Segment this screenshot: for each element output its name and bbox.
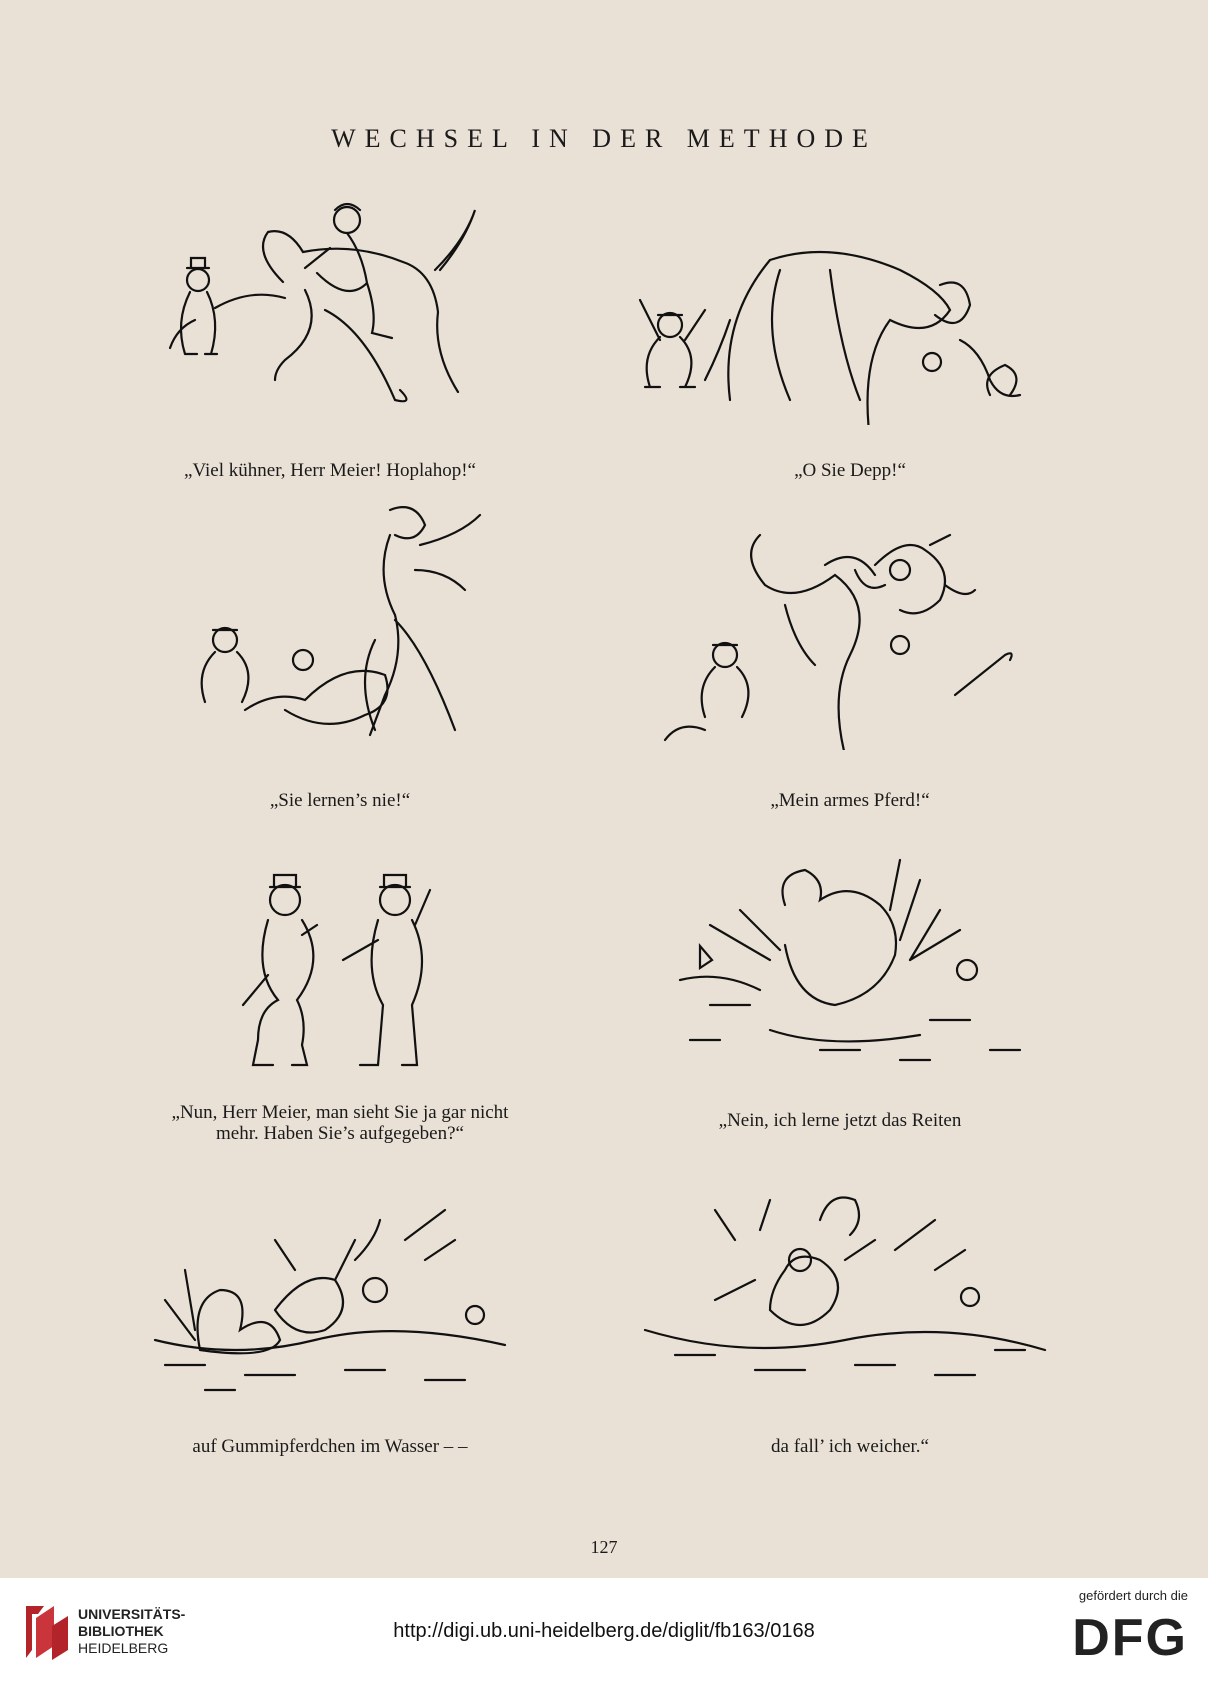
illustration-two-gentlemen: [230, 865, 450, 1070]
library-name-line-3: HEIDELBERG: [78, 1640, 169, 1656]
caption-panel-8: da fall’ ich weicher.“: [771, 1436, 929, 1457]
illustration-horse-bucking: [630, 230, 1070, 425]
caption-panel-6: „Nein, ich lerne jetzt das Reiten: [718, 1110, 962, 1131]
caption-panel-4: „Mein armes Pferd!“: [770, 790, 930, 811]
library-name-line-1: UNIVERSITÄTS-: [78, 1606, 186, 1622]
caption-panel-5-line-1: „Nun, Herr Meier, man sieht Sie ja gar nicht: [171, 1102, 509, 1123]
library-name-line-2: BIBLIOTHEK: [78, 1623, 164, 1639]
caption-panel-1: „Viel kühner, Herr Meier! Hoplahop!“: [184, 460, 476, 481]
illustration-soft-landing: [635, 1180, 1050, 1395]
page-title: WECHSEL IN DER METHODE: [331, 124, 877, 153]
illustration-both-tumbling: [655, 525, 1040, 750]
source-url-link[interactable]: http://digi.ub.uni-heidelberg.de/diglit/fb163/0168: [393, 1620, 815, 1642]
funding-note: gefördert durch die: [1078, 1588, 1188, 1603]
caption-panel-5: [130, 1102, 550, 1144]
caption-panel-7: auf Gummipferdchen im Wasser – –: [192, 1436, 468, 1457]
caption-panel-3: „Sie lernen’s nie!“: [269, 790, 411, 811]
illustration-horse-rearing: [185, 500, 495, 760]
caption-panel-5-line-2: mehr. Haben Sie’s aufgegeben?“: [216, 1123, 464, 1144]
illustration-rubber-horse-water-1: [670, 850, 1040, 1075]
footer-bar: [0, 1578, 1208, 1683]
page-number: 127: [590, 1537, 618, 1557]
dfg-logo: DFG: [1072, 1609, 1188, 1667]
caption-panel-2: „O Sie Depp!“: [794, 460, 906, 481]
illustration-rider-trainer: [165, 200, 505, 415]
illustration-rubber-horse-water-2: [145, 1200, 520, 1400]
